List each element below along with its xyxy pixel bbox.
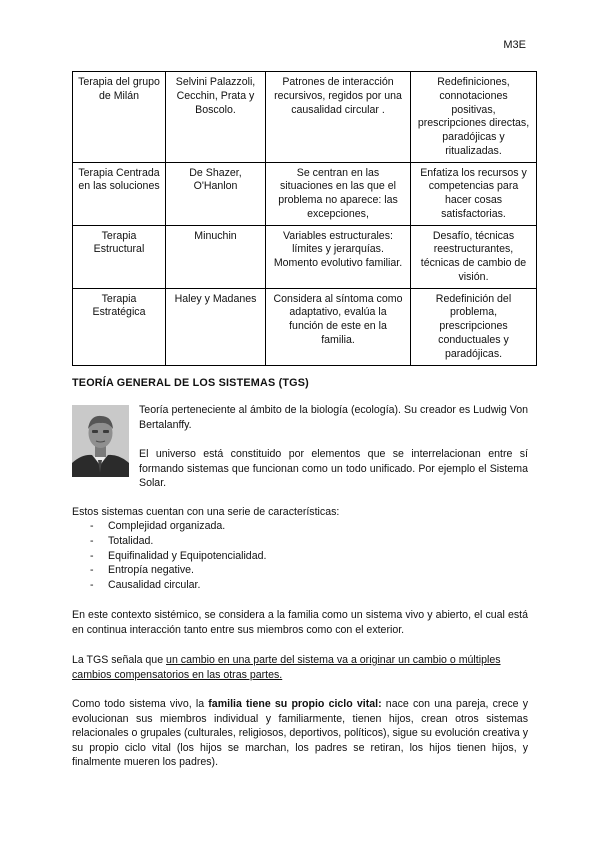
list-dash: - bbox=[90, 520, 94, 532]
list-item: - Totalidad. bbox=[90, 534, 154, 547]
list-dash: - bbox=[90, 534, 94, 547]
characteristics-list bbox=[90, 519, 266, 593]
table-row bbox=[73, 288, 537, 365]
table-row bbox=[73, 162, 537, 225]
therapy-name-cell: Terapia Estratégica bbox=[73, 288, 166, 365]
underlined-statement: un cambio en una parte del sistema va a originar un cambio o múltiples cambios compensatorios en las otras partes. bbox=[72, 654, 501, 681]
list-item: - Causalidad circular. bbox=[90, 579, 201, 592]
authors-cell: De Shazer, O'Hanlon bbox=[166, 162, 266, 225]
authors-cell: Selvini Palazzoli, Cecchin, Prata y Boscolo. bbox=[166, 72, 266, 163]
section-title: TEORÍA GENERAL DE LOS SISTEMAS (TGS) bbox=[72, 377, 309, 389]
list-item: - Equifinalidad y Equipotencialidad. bbox=[90, 549, 267, 562]
characteristics-intro: Estos sistemas cuentan con una serie de características: bbox=[72, 506, 340, 518]
table-row bbox=[73, 72, 537, 163]
portrait-photo bbox=[72, 405, 129, 477]
page-code: M3E bbox=[503, 39, 526, 51]
list-dash: - bbox=[90, 549, 94, 562]
universe-paragraph: El universo está constituido por elementos que se interrelacionan entre sí formando sistemas que funcionan como un todo unificado. Por ejemplo el Sistema Solar. bbox=[139, 448, 528, 490]
focus-cell: Considera al síntoma como adaptativo, evalúa la función de este en la familia. bbox=[266, 288, 411, 365]
techniques-cell: Desafío, técnicas reestructurantes, técnicas de cambio de visión. bbox=[411, 225, 537, 288]
tgs-change-paragraph: La TGS señala que un cambio en una parte del sistema va a originar un cambio o múltiples cambios compensatorios en las otras partes. bbox=[72, 654, 501, 681]
list-dash: - bbox=[90, 579, 94, 592]
list-item: - Complejidad organizada. bbox=[90, 520, 226, 532]
therapy-name-cell: Terapia Estructural bbox=[73, 225, 166, 288]
therapy-table bbox=[72, 71, 537, 366]
focus-cell: Se centran en las situaciones en las que el problema no aparece: las excepciones, bbox=[266, 162, 411, 225]
list-dash: - bbox=[90, 564, 94, 577]
techniques-cell: Enfatiza los recursos y competencias para hacer cosas satisfactorias. bbox=[411, 162, 537, 225]
table-row bbox=[73, 225, 537, 288]
life-cycle-paragraph: Como todo sistema vivo, la familia tiene su propio ciclo vital: nace con una pareja, crece y evolucionan sus miembros individual y familiarmente, tienen hijos, crean otros sistemas relacionales o grupales (culturales, religiosos, deportivos, políticos), sigue su evolución creativa y su propio ciclo vital (los hijos se marchan, los padres se retiran, los hijos tienen hijos, y finalmente mueren los padres). bbox=[72, 698, 528, 769]
therapy-name-cell: Terapia del grupo de Milán bbox=[73, 72, 166, 163]
context-paragraph: En este contexto sistémico, se considera a la familia como un sistema vivo y abierto, el cual está en continua interacción tanto entre sus miembros como con el exterior. bbox=[72, 609, 528, 636]
bold-statement: familia tiene su propio ciclo vital: bbox=[208, 698, 382, 710]
techniques-cell: Redefiniciones, connotaciones positivas, prescripciones directas, paradójicas y ritualizadas. bbox=[411, 72, 537, 163]
list-item: - Entropía negative. bbox=[90, 564, 194, 577]
focus-cell: Variables estructurales: límites y jerarquías. Momento evolutivo familiar. bbox=[266, 225, 411, 288]
techniques-cell: Redefinición del problema, prescripciones conductuales y paradójicas. bbox=[411, 288, 537, 365]
tgs-intro-paragraph: Teoría perteneciente al ámbito de la biología (ecología). Su creador es Ludwig Von Bertalanffy. bbox=[139, 404, 528, 431]
focus-cell: Patrones de interacción recursivos, regidos por una causalidad circular . bbox=[266, 72, 411, 163]
authors-cell: Haley y Madanes bbox=[166, 288, 266, 365]
therapy-name-cell: Terapia Centrada en las soluciones bbox=[73, 162, 166, 225]
authors-cell: Minuchin bbox=[166, 225, 266, 288]
